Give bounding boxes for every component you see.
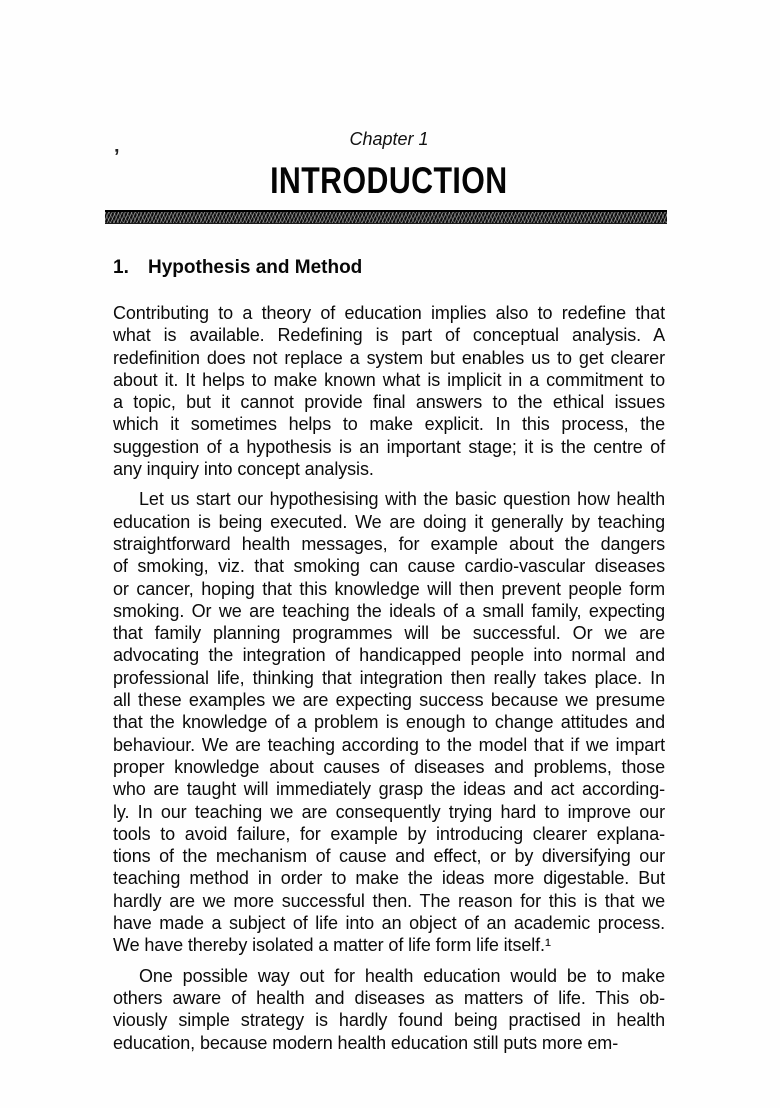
text-line: smoking. Or we are teaching the ideals of a small family, expecting [113, 600, 665, 621]
paragraph [113, 302, 665, 480]
text-line: which it sometimes helps to make explicit. In this process, the [113, 414, 665, 435]
text-line: tions of the mechanism of cause and effect, or by diversifying our [113, 846, 665, 867]
text-line: Let us start our hypothesising with the basic question how health [139, 489, 665, 510]
text-line: who are taught will immediately grasp the ideas and act according- [113, 779, 665, 800]
text-line: or cancer, hoping that this knowledge will then prevent people form [113, 578, 665, 599]
text-line: suggestion of a hypothesis is an important stage; it is the centre of [113, 436, 665, 457]
text-line: viously simple strategy is hardly found being practised in health [113, 1010, 665, 1031]
text-line: advocating the integration of handicapped people into normal and [113, 645, 665, 666]
text-line: that the knowledge of a problem is enough to change attitudes and [113, 712, 665, 733]
text-line: that family planning programmes will be successful. Or we are [113, 623, 665, 644]
text-line: We have thereby isolated a matter of life form life itself.¹ [113, 935, 551, 956]
text-line: behaviour. We are teaching according to the model that if we impart [113, 734, 665, 755]
text-line: have made a subject of life into an object of an academic process. [113, 913, 665, 934]
text-line: proper knowledge about causes of diseases and problems, those [113, 756, 665, 777]
stray-apostrophe-mark: ’ [114, 146, 120, 168]
section-label: Hypothesis and Method [148, 257, 363, 278]
text-line: all these examples we are expecting success because we presume [113, 690, 665, 711]
text-line: a topic, but it cannot provide final answers to the ethical issues [113, 392, 665, 413]
text-line: One possible way out for health education would be to make [139, 965, 665, 986]
chapter-label: Chapter 1 [349, 129, 429, 149]
text-line: about it. It helps to make known what is implicit in a commitment to [113, 369, 665, 390]
text-line: Contributing to a theory of education implies also to redefine that [113, 303, 665, 323]
text-line: any inquiry into concept analysis. [113, 459, 374, 480]
text-line: hardly are we more successful then. The reason for this is that we [113, 890, 665, 911]
text-line: ly. In our teaching we are consequently trying hard to improve our [113, 801, 665, 822]
text-line: education is being executed. We are doing it generally by teaching [113, 511, 665, 532]
page-title [113, 161, 665, 201]
paragraph [113, 965, 665, 1054]
section-heading [113, 256, 665, 280]
text-line: professional life, thinking that integration then really takes place. In [113, 667, 665, 688]
text-line: teaching method in order to make the ideas more digestable. But [113, 868, 665, 889]
text-line: education, because modern health education still puts more em- [113, 1032, 619, 1053]
page-title-text: INTRODUCTION [270, 160, 508, 201]
text-line: others aware of health and diseases as matters of life. This ob- [113, 987, 665, 1008]
title-rule [105, 210, 667, 224]
text-line: redefinition does not replace a system but enables us to get clearer [113, 347, 665, 368]
body-text [113, 302, 665, 1054]
paragraph [113, 488, 665, 956]
text-line: tools to avoid failure, for example by introducing clearer explana- [113, 823, 665, 844]
text-line: what is available. Redefining is part of conceptual analysis. A [113, 325, 665, 346]
text-line: of smoking, viz. that smoking can cause cardio-vascular diseases [113, 556, 665, 577]
text-line: straightforward health messages, for example about the dangers [113, 533, 665, 554]
page-content [113, 0, 665, 1054]
section-number: 1. [113, 257, 129, 278]
